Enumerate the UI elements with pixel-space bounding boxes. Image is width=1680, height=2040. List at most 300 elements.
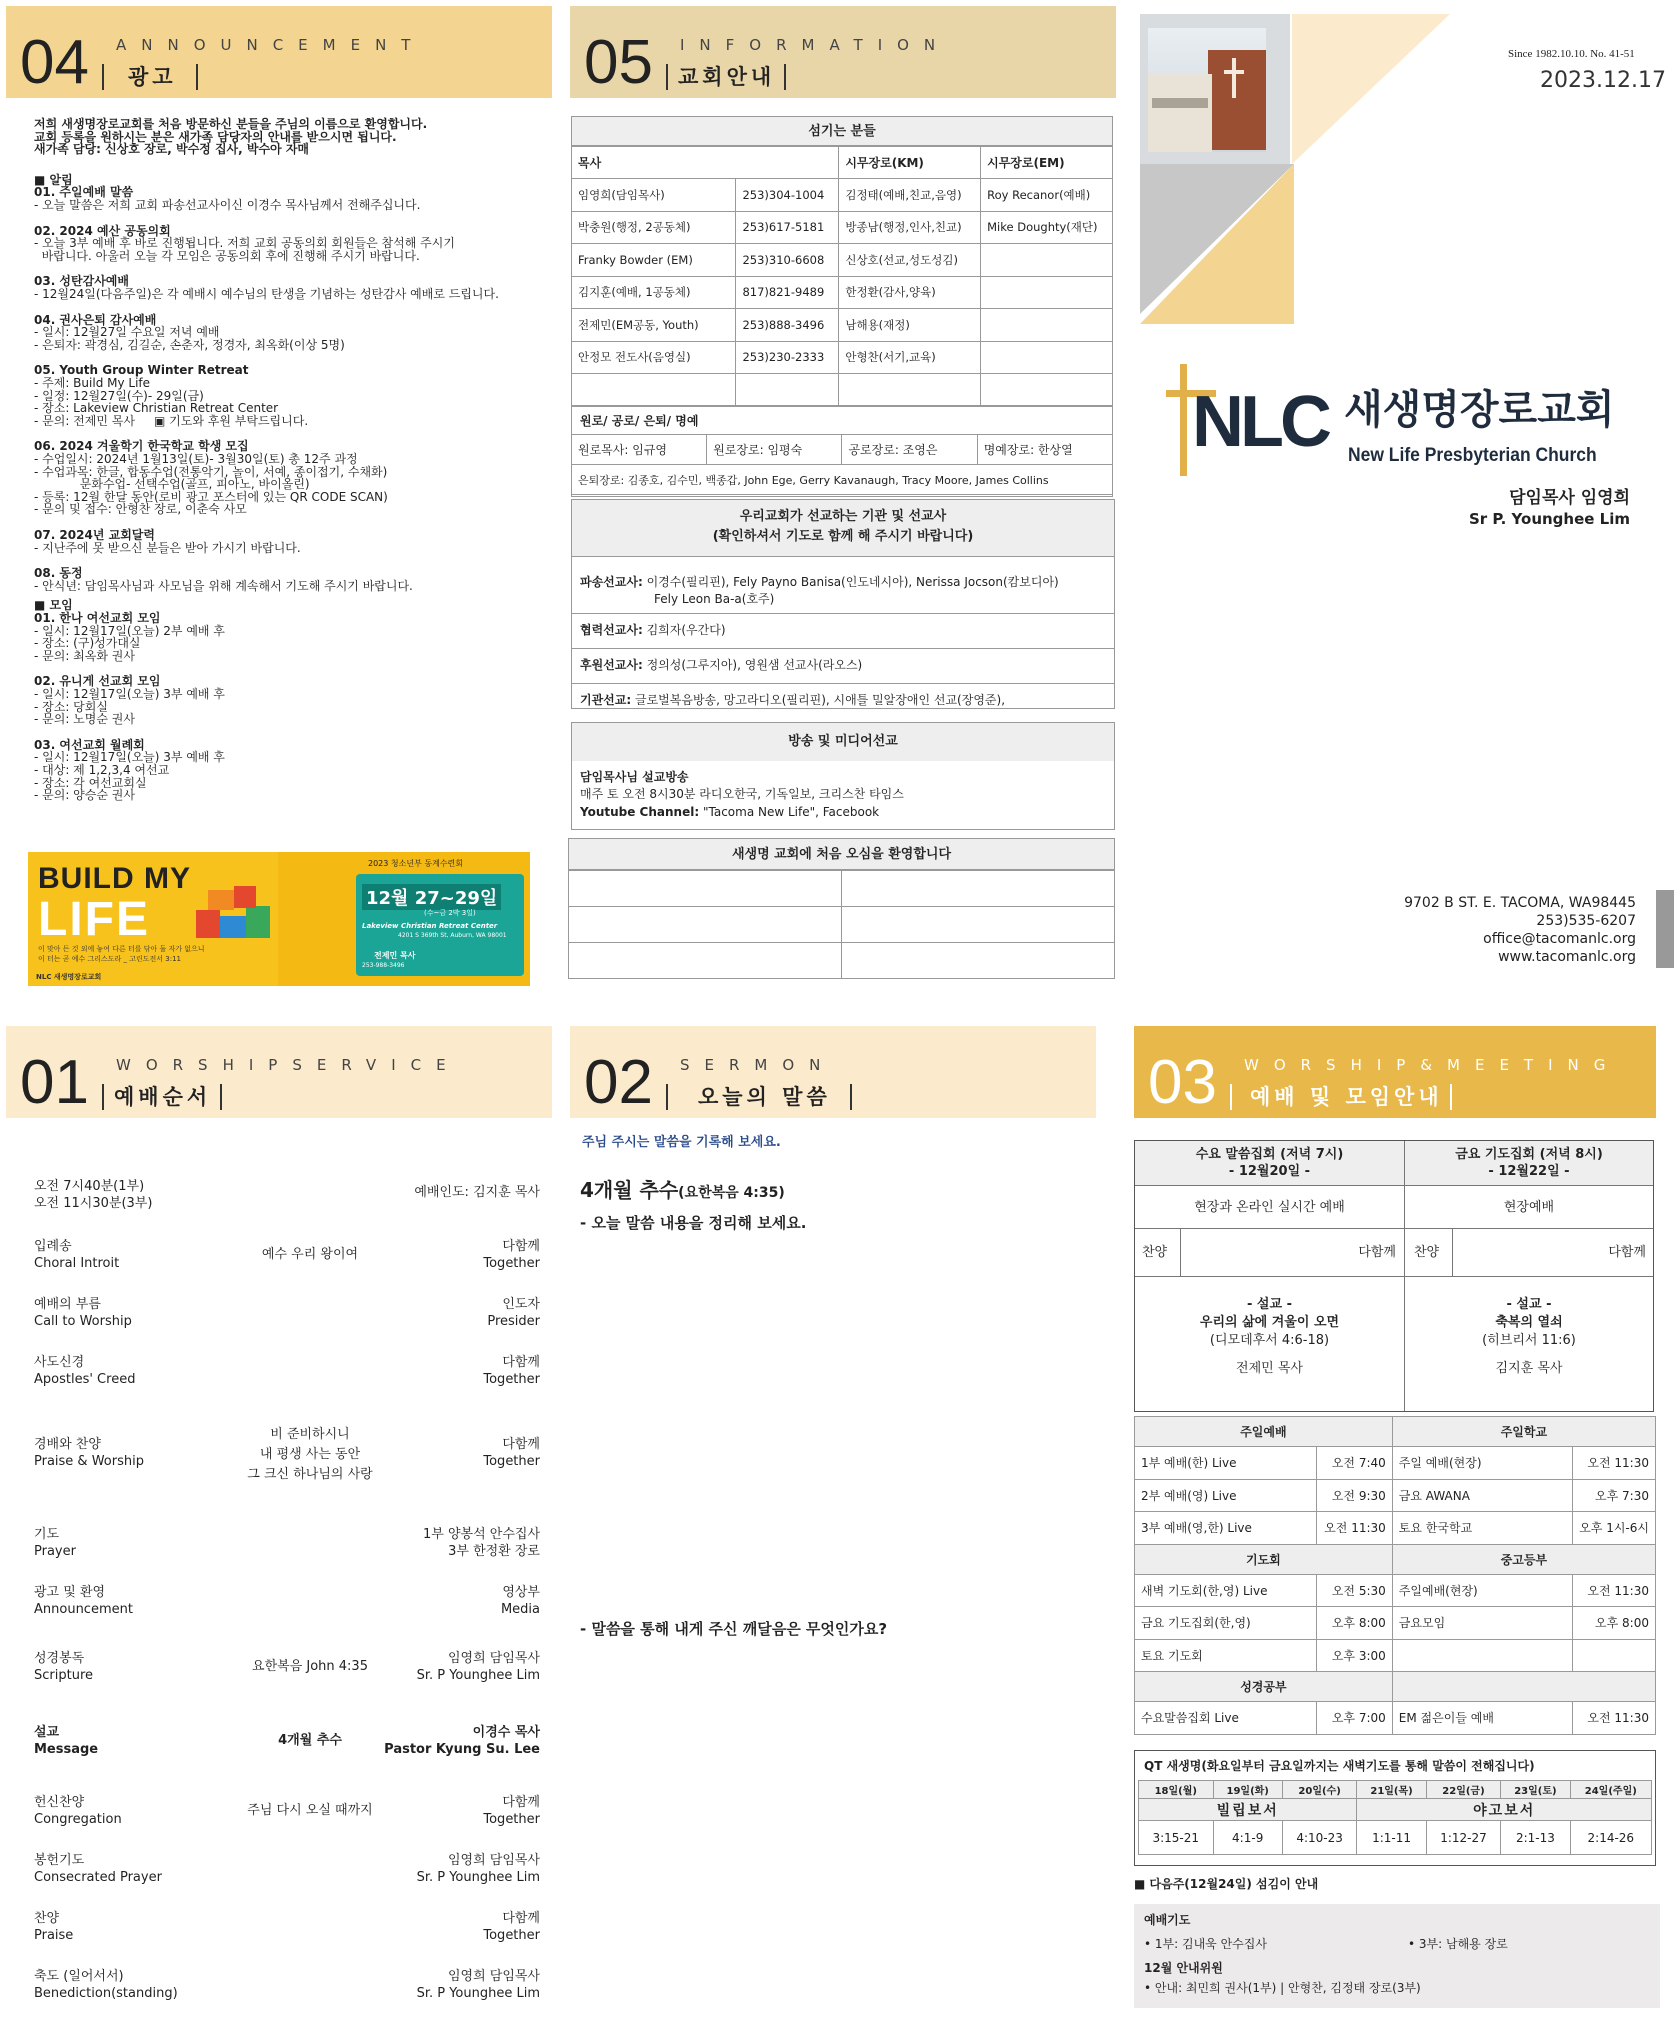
order-content: 그 크신 하나님의 사랑: [247, 1467, 373, 1482]
retreat-banner: [28, 852, 530, 986]
schedule-cell: 오전 5:30: [1316, 1574, 1392, 1607]
schedule-cell: 1부 예배(한) Live: [1135, 1447, 1317, 1480]
order-presenter: 1부 양봉석 안수집사: [423, 1527, 540, 1542]
staff-cell: 한정환(감사,양육): [839, 276, 981, 309]
announcement-item-title: 03. 성탄감사예배: [34, 274, 129, 289]
order-presenter: 이경수 목사: [472, 1725, 540, 1740]
staff-cell: [981, 374, 1113, 407]
staff-cell: 253)888-3496: [736, 309, 839, 342]
staff-cell: 방종남(행정,인사,친교): [839, 211, 981, 244]
banner-phone: 253-988-3496: [362, 962, 405, 969]
order-presenter: 다함께: [502, 1437, 540, 1452]
welcome-title: 새생명 교회에 처음 오심을 환영합니다: [568, 838, 1115, 870]
order-presenter-eng: Sr. P Younghee Lim: [416, 1870, 540, 1885]
order-kor: 축도 (일어서서): [34, 1969, 124, 1984]
guide-label: 12월 안내위원: [1144, 1961, 1223, 1975]
qt-day: 19일(화): [1213, 1781, 1282, 1799]
address-line: 253)535-6207: [1536, 913, 1636, 929]
schedule-cell: 오전 9:30: [1316, 1479, 1392, 1512]
mission-value: 이경수(필리핀), Fely Payno Banisa(인도네시아), Nerissa Jocson(캄보디아): [646, 575, 1059, 589]
announcement-item-line: - 문의: 전제민 목사 ▣ 기도와 후원 부탁드립니다.: [34, 413, 309, 428]
schedule-row: [1135, 1574, 1656, 1607]
order-presenter-eng: Sr. P Younghee Lim: [416, 1986, 540, 2001]
intro-line: 교회 등록을 원하시는 분은 새가족 담당자의 안내를 받으시면 됩니다.: [34, 129, 397, 144]
elders-title: 원로/ 공로/ 은퇴/ 명예: [580, 414, 699, 428]
order-eng: Praise & Worship: [34, 1454, 144, 1469]
staff-cell: 신상호(선교,성도성김): [839, 244, 981, 277]
staff-row: [572, 309, 1113, 342]
side-bar: [1656, 890, 1674, 968]
sermon-header: [570, 1026, 1096, 1118]
next-week-title: ■ 다음주(12월24일) 섬김이 안내: [1134, 1877, 1319, 1891]
notice-heading: ■ 알림: [34, 172, 73, 187]
section-number: 02: [584, 1048, 653, 1117]
qt-reference: 4:10-23: [1282, 1821, 1357, 1855]
sermon-info-line: 우리의 삶에 겨울이 오면: [1199, 1315, 1340, 1330]
order-content: 4개월 추수: [278, 1733, 342, 1748]
order-presenter: 다함께: [502, 1795, 540, 1810]
order-presenter-eng: Together: [483, 1812, 540, 1827]
schedule-group-head: 기도회: [1135, 1544, 1393, 1574]
schedule-cell: 금요 기도집회(한,영): [1135, 1607, 1317, 1640]
sermon-title-text: 4개월 추수: [580, 1178, 679, 1202]
mission-value: 글로벌복음방송, 망고라디오(필리핀), 시애틀 밀알장애인 선교(장영준),: [635, 693, 1006, 707]
staff-cell: 임영희(담임목사): [572, 179, 736, 212]
banner-contact: 전제민 목사: [374, 951, 416, 960]
staff-row: [572, 341, 1113, 374]
prayer-1: • 1부: 김내욱 안수집사: [1144, 1937, 1267, 1951]
bulletin-date: 2023.12.17: [1540, 68, 1666, 93]
order-kor: 예배의 부름: [34, 1297, 101, 1312]
qt-reference: 3:15-21: [1139, 1821, 1214, 1855]
section-eng-title: SERMON: [680, 1056, 836, 1074]
guide-list: • 안내: 최민희 권사(1부) | 안형찬, 김정태 장로(3부): [1144, 1981, 1421, 1995]
wed-mode: 현장과 온라인 실시간 예배: [1194, 1200, 1345, 1215]
wed-date: - 12월20일 -: [1228, 1164, 1311, 1179]
worship-time-1: 오전 7시40분(1부): [34, 1179, 145, 1194]
elder-cell: 원로목사: 임규영: [572, 435, 707, 465]
banner-date: 12월 27~29일: [362, 884, 501, 910]
staff-cell: [839, 374, 981, 407]
announcement-item-title: 07. 2024년 교회달력: [34, 528, 155, 542]
schedule-cell: 오전 11:30: [1573, 1702, 1656, 1735]
schedule-group-head: 주일학교: [1392, 1417, 1655, 1447]
sermon-prompt: 주님 주시는 말씀을 기록해 보세요.: [582, 1135, 781, 1150]
schedule-cell: 오후 3:00: [1316, 1639, 1392, 1672]
announcement-item-title: 01. 한나 여선교회 모임: [34, 611, 161, 625]
order-kor: 입례송: [34, 1239, 72, 1254]
order-presenter: 임영희 담임목사: [447, 1651, 540, 1666]
qt-day: 23일(토): [1501, 1781, 1570, 1799]
staff-cell: [981, 341, 1113, 374]
order-kor: 찬양: [34, 1911, 60, 1926]
announcement-item-line: - 수업일시: 2024년 1월13일(토)- 3월30일(토) 총 12주 과정: [34, 452, 358, 466]
sermon-info-line: (히브리서 11:6): [1482, 1333, 1576, 1348]
media-title: 방송 및 미디어선교: [788, 734, 898, 749]
staff-table: [571, 146, 1113, 407]
mission-kind: 기관선교:: [580, 693, 632, 707]
announcement-item-line: - 오늘 말씀은 저희 교회 파송선교사이신 이경수 목사님께서 전해주십니다.: [34, 198, 421, 212]
staff-cell: 박충원(행정, 2공동체): [572, 211, 736, 244]
address-line: office@tacomanlc.org: [1483, 931, 1636, 947]
order-content: 요한복음 John 4:35: [252, 1659, 368, 1674]
qt-table: [1138, 1780, 1652, 1855]
qt-reference: 2:1-13: [1501, 1821, 1570, 1855]
order-eng: Prayer: [34, 1544, 76, 1559]
order-presenter: 임영희 담임목사: [447, 1969, 540, 1984]
banner-date-sub: (수~금 2박 3일): [424, 909, 476, 917]
announcement-item-title: 02. 유니게 선교회 모임: [34, 674, 161, 689]
fri-title: 금요 기도집회 (저녁 8시): [1455, 1147, 1603, 1162]
schedule-cell: 오후 7:00: [1316, 1702, 1392, 1735]
announcement-item-line: - 등록: 12월 한달 동안(로비 광고 포스터에 있는 QR CODE SCAN): [34, 489, 388, 504]
mission-value: 김희자(우간다): [646, 623, 726, 637]
sermon-info-line: - 설교 -: [1247, 1297, 1292, 1312]
order-kor: 설교: [34, 1725, 60, 1740]
retired-elders: 은퇴장로: 김종호, 김수민, 백종갑, John Ege, Gerry Kavanaugh, Tracy Moore, James Collins: [572, 465, 1113, 495]
mission-title-1: 우리교회가 선교하는 기관 및 선교사: [739, 509, 947, 524]
staff-cell: [981, 276, 1113, 309]
qt-day: 20일(수): [1282, 1781, 1357, 1799]
prayer-3: • 3부: 남해용 장로: [1408, 1937, 1508, 1951]
announcement-item-title: 04. 권사은퇴 감사예배: [34, 312, 157, 327]
staff-header: [736, 147, 839, 179]
intro-line: 저희 새생명장로교회를 처음 방문하신 분들을 주님의 이름으로 환영합니다.: [34, 117, 428, 131]
staff-row: [572, 179, 1113, 212]
staff-row: [572, 244, 1113, 277]
fri-praise-value: 다함께: [1608, 1245, 1646, 1260]
church-logo: [1166, 360, 1636, 480]
media-line-2: [580, 806, 879, 819]
mission-item-cont: Fely Leon Ba-a(호주): [654, 592, 775, 606]
announcement-item-line: - 일정: 12월27일(수)- 29일(금): [34, 388, 204, 403]
staff-row: [572, 374, 1113, 407]
banner-line1: BUILD MY: [38, 862, 191, 895]
order-presenter: 임영희 담임목사: [447, 1853, 540, 1868]
schedule-row: [1135, 1479, 1656, 1512]
staff-cell: 253)304-1004: [736, 179, 839, 212]
staff-cell: Mike Doughty(재단): [981, 211, 1113, 244]
order-presenter-eng: Together: [483, 1454, 540, 1469]
section-kor-title: 예배 및 모임안내: [1250, 1085, 1443, 1109]
banner-address: 4201 S 369th St, Auburn, WA 98001: [398, 932, 507, 939]
fri-date: - 12월22일 -: [1488, 1164, 1570, 1179]
staff-cell: 남해용(재정): [839, 309, 981, 342]
mission-value: 정의성(그루지아), 영원샘 선교사(라오스): [646, 658, 863, 672]
announcement-item-line: - 문의: 양승순 권사: [34, 788, 135, 803]
announcement-item-line: - 문의: 최옥화 권사: [34, 648, 135, 663]
youtube-label: Youtube Channel:: [580, 805, 700, 819]
announcement-item-title: 08. 동정: [34, 566, 83, 581]
staff-cell: [572, 374, 736, 407]
church-name-eng: New Life Presbyterian Church: [1348, 445, 1597, 466]
announcement-item-title: 06. 2024 겨울학기 한국학교 학생 모집: [34, 439, 249, 454]
order-content: 예수 우리 왕이여: [261, 1247, 359, 1262]
schedule-cell: 토요 한국학교: [1392, 1512, 1572, 1545]
section-kor-title: 광고: [128, 65, 177, 89]
order-presenter-eng: Together: [483, 1928, 540, 1943]
order-eng: Announcement: [34, 1602, 133, 1617]
staff-cell: 안형찬(서기,교육): [839, 341, 981, 374]
cross-icon: [1180, 364, 1187, 476]
schedule-cell: 오후 8:00: [1316, 1607, 1392, 1640]
cover-decoration: [1140, 14, 1450, 334]
section-kor-title: 교회안내: [678, 65, 776, 89]
schedule-cell: 오전 11:30: [1573, 1574, 1656, 1607]
announcement-item-title: 02. 2024 예산 공동의회: [34, 223, 171, 238]
order-eng: Message: [34, 1742, 99, 1757]
sermon-info-line: 전제민 목사: [1236, 1361, 1303, 1376]
staff-cell: Franky Bowder (EM): [572, 244, 736, 277]
media-subtitle: 담임목사님 설교방송: [580, 770, 689, 784]
schedule-cell: [1573, 1639, 1656, 1672]
schedule-group-head: 성경공부: [1135, 1672, 1393, 1702]
wed-praise-label: 찬양: [1142, 1245, 1168, 1260]
announcement-item-line: - 일시: 12월17일(오늘) 2부 예배 후: [34, 623, 225, 638]
schedule-cell: 오후 7:30: [1573, 1479, 1656, 1512]
sermon-title: [580, 1180, 785, 1203]
order-presenter-eng: Pastor Kyung Su. Lee: [384, 1742, 540, 1757]
staff-title: 섬기는 분들: [571, 116, 1113, 146]
banner-place: Lakeview Christian Retreat Center: [362, 922, 498, 930]
schedule-cell: 오후 8:00: [1573, 1607, 1656, 1640]
announcement-item-line: - 12월24일(다음주일)은 각 예배시 예수님의 탄생을 기념하는 성탄감사 예배로 드립니다.: [34, 287, 499, 301]
schedule-row: [1135, 1512, 1656, 1545]
schedule-group-head: 중고등부: [1392, 1544, 1655, 1574]
announcement-item-line: - 주제: Build My Life: [34, 376, 151, 390]
staff-cell: [981, 244, 1113, 277]
order-kor: 헌신찬양: [34, 1795, 85, 1810]
worship-header: [6, 1026, 552, 1118]
mission-kind: 파송선교사:: [580, 575, 643, 589]
staff-cell: 김지훈(예배, 1공동체): [572, 276, 736, 309]
staff-cell: 253)617-5181: [736, 211, 839, 244]
elder-cell: 공로장로: 조영은: [842, 435, 977, 465]
youtube-value: "Tacoma New Life", Facebook: [699, 805, 880, 819]
announcement-item-line: 바랍니다. 아울러 오늘 각 모임은 공동의회 후에 진행해 주시기 바랍니다.: [34, 248, 420, 263]
schedule-cell: 주일예배(현장): [1392, 1574, 1572, 1607]
announcement-item-line: - 오늘 3부 예배 후 바로 진행됩니다. 저희 교회 공동의회 회원들은 참석해 주시기: [34, 236, 455, 251]
qt-reference: 1:1-11: [1357, 1821, 1426, 1855]
schedule-cell: 수요말씀집회 Live: [1135, 1702, 1317, 1735]
mission-kind: 후원선교사:: [580, 658, 643, 672]
meeting-heading: ■ 모임: [34, 598, 73, 613]
qt-reference: 2:14-26: [1570, 1821, 1651, 1855]
qt-book: 빌립보서: [1139, 1799, 1357, 1821]
fri-praise-label: 찬양: [1414, 1245, 1440, 1260]
fri-mode: 현장예배: [1503, 1200, 1555, 1215]
order-presenter: 다함께: [502, 1239, 540, 1254]
section-eng-title: INFORMATION: [680, 36, 951, 54]
announcement-item-line: - 문의 및 접수: 안형찬 장로, 이춘숙 사모: [34, 502, 247, 517]
staff-cell: [736, 374, 839, 407]
announcement-item-line: - 일시: 12월27일 수요일 저녁 예배: [34, 325, 220, 340]
mission-kind: 협력선교사:: [580, 623, 643, 637]
staff-cell: 안정모 전도사(음영실): [572, 341, 736, 374]
sermon-info-line: (디모데후서 4:6-18): [1209, 1333, 1330, 1348]
mission-item: [580, 576, 1059, 589]
order-presenter-eng: Together: [483, 1372, 540, 1387]
order-eng: Apostles' Creed: [34, 1372, 136, 1387]
order-eng: Benediction(standing): [34, 1986, 178, 2001]
address-line: 9702 B ST. E. TACOMA, WA98445: [1404, 895, 1636, 911]
announcement-item-line: - 지난주에 못 받으신 분들은 받아 가시기 바랍니다.: [34, 540, 301, 555]
announcement-item-line: - 문의: 노명순 권사: [34, 712, 135, 727]
order-presenter-eng: Presider: [487, 1314, 540, 1329]
order-eng: Choral Introit: [34, 1256, 120, 1271]
address-line: www.tacomanlc.org: [1498, 949, 1636, 965]
staff-cell: Roy Recanor(예배): [981, 179, 1113, 212]
order-presenter: 영상부: [502, 1585, 540, 1600]
order-presenter-eng: 3부 한정환 장로: [448, 1544, 540, 1559]
section-kor-title: 오늘의 말씀: [698, 1085, 831, 1109]
section-number: 01: [20, 1048, 89, 1117]
worship-time-2: 오전 11시30분(3부): [34, 1196, 153, 1211]
order-kor: 기도: [34, 1527, 60, 1542]
order-content: 주님 다시 오실 때까지: [247, 1803, 373, 1818]
section-number: 05: [584, 28, 653, 97]
church-name-kor: 새생명장로교회: [1344, 387, 1615, 433]
order-eng: Scripture: [34, 1668, 94, 1683]
schedule-cell: 토요 기도회: [1135, 1639, 1317, 1672]
order-kor: 성경봉독: [34, 1651, 85, 1666]
announcement-item-line: - 안식년: 담임목사님과 사모님을 위해 계속해서 기도해 주시기 바랍니다.: [34, 578, 413, 593]
announcement-item-line: - 수업과목: 한글, 합동수업(전통악기, 놀이, 서예, 종이접기, 수채화): [34, 464, 388, 479]
qt-reference: 4:1-9: [1213, 1821, 1282, 1855]
pastor-eng: Sr P. Younghee Lim: [1468, 510, 1630, 528]
section-eng-title: ANNOUNCEMENT: [116, 36, 426, 54]
wed-praise-value: 다함께: [1358, 1245, 1396, 1260]
order-eng: Consecrated Prayer: [34, 1870, 162, 1885]
sermon-reference: (요한복음 4:35): [678, 1185, 785, 1201]
announcement-item-title: 05. Youth Group Winter Retreat: [34, 363, 249, 378]
schedule-cell: EM 젊은이들 예배: [1392, 1702, 1572, 1735]
order-kor: 경배와 찬양: [34, 1437, 101, 1452]
announcement-item-line: - 장소: 각 여선교회실: [34, 775, 147, 790]
order-presenter: 다함께: [502, 1355, 540, 1370]
order-content: 비 준비하시니: [270, 1427, 350, 1442]
announcement-item-line: 문화수업- 선택수업(골프, 피아노, 바이올린): [34, 477, 310, 492]
worship-leader: 예배인도: 김지훈 목사: [414, 1185, 540, 1200]
announcement-item-line: - 은퇴자: 곽경심, 김길순, 손춘자, 정경자, 최옥화(이상 5명): [34, 337, 345, 352]
order-presenter: 다함께: [502, 1911, 540, 1926]
section-kor-title: 예배순서: [114, 1085, 212, 1109]
staff-cell: 253)310-6608: [736, 244, 839, 277]
schedule-cell: 금요 AWANA: [1392, 1479, 1572, 1512]
order-kor: 봉헌기도: [34, 1853, 85, 1868]
schedule-row: [1135, 1639, 1656, 1672]
staff-cell: 817)821-9489: [736, 276, 839, 309]
banner-line2: LIFE: [38, 893, 150, 946]
mission-title-2: (확인하셔서 기도로 함께 해 주시기 바랍니다): [712, 529, 974, 544]
media-line-1: 매주 토 오전 8시30분 라디오한국, 기독일보, 크리스찬 타임스: [580, 787, 904, 801]
blocks-illustration: [196, 882, 276, 940]
announcement-item-line: - 장소: (구)성가대실: [34, 636, 141, 651]
order-eng: Praise: [34, 1928, 74, 1943]
schedule-cell: 오전 7:40: [1316, 1447, 1392, 1480]
announcement-item-line: - 장소: Lakeview Christian Retreat Center: [34, 401, 279, 416]
wed-title: 수요 말씀집회 (저녁 7시): [1195, 1147, 1344, 1162]
church-photo: [1148, 28, 1266, 152]
staff-header: 시무장로(KM): [839, 147, 981, 179]
announcement-item-title: 03. 여선교회 월례회: [34, 737, 145, 752]
mission-item: [580, 694, 1005, 707]
announcement-item-title: 01. 주일예배 말씀: [34, 185, 134, 200]
information-header: [570, 6, 1116, 98]
order-presenter-eng: Sr. P Younghee Lim: [416, 1668, 540, 1683]
section-eng-title: WORSHIP&MEETING: [1244, 1056, 1621, 1074]
schedule-cell: 오전 11:30: [1316, 1512, 1392, 1545]
qt-day: 24일(주일): [1570, 1781, 1651, 1799]
pastor-kor: 담임목사 임영희: [1509, 488, 1630, 508]
sermon-question-2: - 말씀을 통해 내게 주신 깨달음은 무엇인가요?: [580, 1620, 888, 1638]
banner-logo: NLC 새생명장로교회: [36, 973, 102, 981]
mission-item: [580, 659, 862, 672]
order-eng: Congregation: [34, 1812, 122, 1827]
announcement-item-line: - 일시: 12월17일(오늘) 3부 예배 후: [34, 687, 225, 701]
section-number: 03: [1148, 1048, 1217, 1117]
sermon-question-1: - 오늘 말씀 내용을 정리해 보세요.: [580, 1214, 807, 1232]
staff-cell: 전제민(EM공동, Youth): [572, 309, 736, 342]
schedule-cell: 3부 예배(영,한) Live: [1135, 1512, 1317, 1545]
announcement-item-line: - 대상: 제 1,2,3,4 여선교: [34, 763, 170, 777]
schedule-group-head: 주일예배: [1135, 1417, 1393, 1447]
elders-table: [571, 434, 1113, 495]
staff-cell: 김정태(예배,친교,음영): [839, 179, 981, 212]
order-eng: Call to Worship: [34, 1314, 132, 1329]
order-kor: 광고 및 환영: [34, 1585, 106, 1600]
schedule-cell: 새벽 기도회(한,영) Live: [1135, 1574, 1317, 1607]
qt-day: 21일(목): [1357, 1781, 1426, 1799]
schedule-cell: 오후 1시-6시: [1573, 1512, 1656, 1545]
section-number: 04: [20, 28, 89, 97]
elder-cell: 원로장로: 임평숙: [707, 435, 842, 465]
sermon-info-line: 축복의 열쇠: [1495, 1315, 1563, 1330]
qt-title: QT 새생명(화요일부터 금요일까지는 새벽기도를 통해 말씀이 전해집니다): [1144, 1759, 1535, 1773]
schedule-cell: 오전 11:30: [1573, 1447, 1656, 1480]
schedule-cell: [1392, 1639, 1572, 1672]
schedule-table: [1134, 1416, 1656, 1735]
order-presenter-eng: Media: [500, 1602, 540, 1617]
elder-cell: 명예장로: 한상열: [977, 435, 1112, 465]
staff-row: [572, 211, 1113, 244]
mission-item: [580, 624, 726, 637]
staff-header: 목사: [572, 147, 736, 179]
order-kor: 사도신경: [34, 1355, 85, 1370]
banner-verse-1: 이 맞아 든 것 외에 놓여 다른 터를 닦아 둘 자가 없으니: [38, 945, 205, 953]
schedule-cell: 금요모임: [1392, 1607, 1572, 1640]
logo-letters: NLC: [1192, 382, 1328, 462]
qt-day: 18일(월): [1139, 1781, 1214, 1799]
prayer-label: 예배기도: [1144, 1913, 1191, 1927]
meeting-header: [1134, 1026, 1656, 1118]
announcement-item-line: - 장소: 당회실: [34, 699, 108, 714]
intro-line: 새가족 담당: 신상호 장로, 박수정 집사, 박수아 자매: [34, 142, 310, 157]
since-info: Since 1982.10.10. No. 41-51: [1508, 48, 1635, 60]
qt-day: 22일(금): [1426, 1781, 1501, 1799]
schedule-row: [1135, 1447, 1656, 1480]
schedule-cell: 주일 예배(현장): [1392, 1447, 1572, 1480]
announcement-header: [6, 6, 552, 98]
sermon-info-line: - 설교 -: [1506, 1297, 1552, 1312]
banner-verse-2: 이 터는 곧 예수 그리스도라 _ 고린도전서 3:11: [38, 955, 181, 963]
staff-row: [572, 276, 1113, 309]
schedule-cell: 2부 예배(영) Live: [1135, 1479, 1317, 1512]
welcome-table: [568, 870, 1115, 979]
staff-header: 시무장로(EM): [981, 147, 1113, 179]
announcement-item-line: - 일시: 12월17일(오늘) 3부 예배 후: [34, 750, 225, 765]
order-content: 내 평생 사는 동안: [259, 1447, 361, 1462]
